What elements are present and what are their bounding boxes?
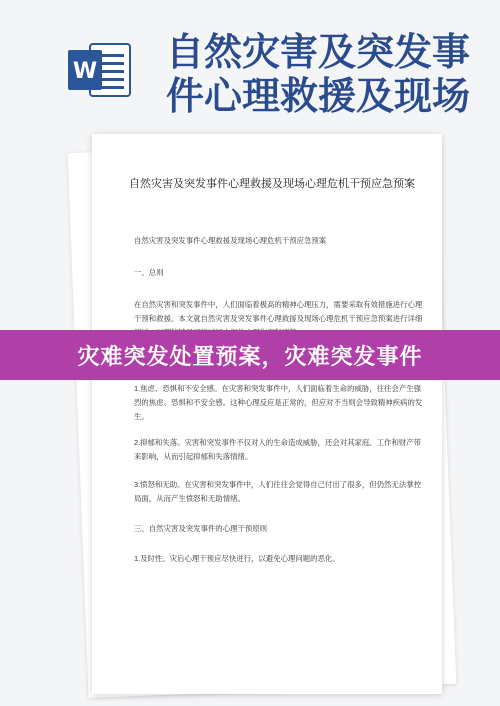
list-item: 1.焦虑、恐惧和不安全感。在灾害和突发事件中，人们面临着生命的威胁，往往会产生强烈的焦虑、恐惧和不安全感。这种心理反应是正常的，但应对不当则会导致精神疾病的发生。: [134, 384, 423, 421]
list-item: 2.抑郁和失落。灾害和突发事件不仅对人的生命造成威胁，还会对其家庭、工作和财产带来影响，从而引起抑郁和失落情绪。: [134, 438, 422, 461]
list-item: 3.愤怒和无助。在灾害和突发事件中，人们往往会觉得自己付出了很多，但仍然无法掌控局面，从而产生愤怒和无助情绪。: [134, 480, 422, 503]
list-item: 1.及时性。灾后心理干预应尽快进行，以避免心理问题的恶化。: [134, 554, 340, 563]
title-line-1: 自然灾害及突发事: [166, 29, 471, 74]
document-page: [92, 134, 442, 694]
section-heading-1: 一、总则: [134, 268, 164, 277]
page-title: [166, 30, 496, 118]
header: [0, 0, 500, 120]
section-heading-3: 三、自然灾害及突发事件的心理干预原则: [134, 524, 268, 533]
logo-letter: W: [72, 59, 98, 84]
banner-text: 灾难突发处置预案，灾难突发事件: [77, 344, 423, 370]
paragraph-1: 在自然灾害和突发事件中，人们面临着极高的精神心理压力，需要采取有效措施进行心理干预和救援。本文就自然灾害及突发事件心理救援及现场心理危机干预应急预案进行详细: [134, 300, 423, 323]
title-line-2: 件心理救援及现场: [166, 73, 471, 118]
caption-banner: [0, 330, 500, 380]
document-subtitle: 自然灾害及突发事件心理救援及现场心理危机干预应急预案: [134, 236, 327, 245]
document-title: 自然灾害及突发事件心理救援及现场心理危机干预应急预案: [129, 178, 415, 190]
word-document-icon: [66, 40, 134, 100]
